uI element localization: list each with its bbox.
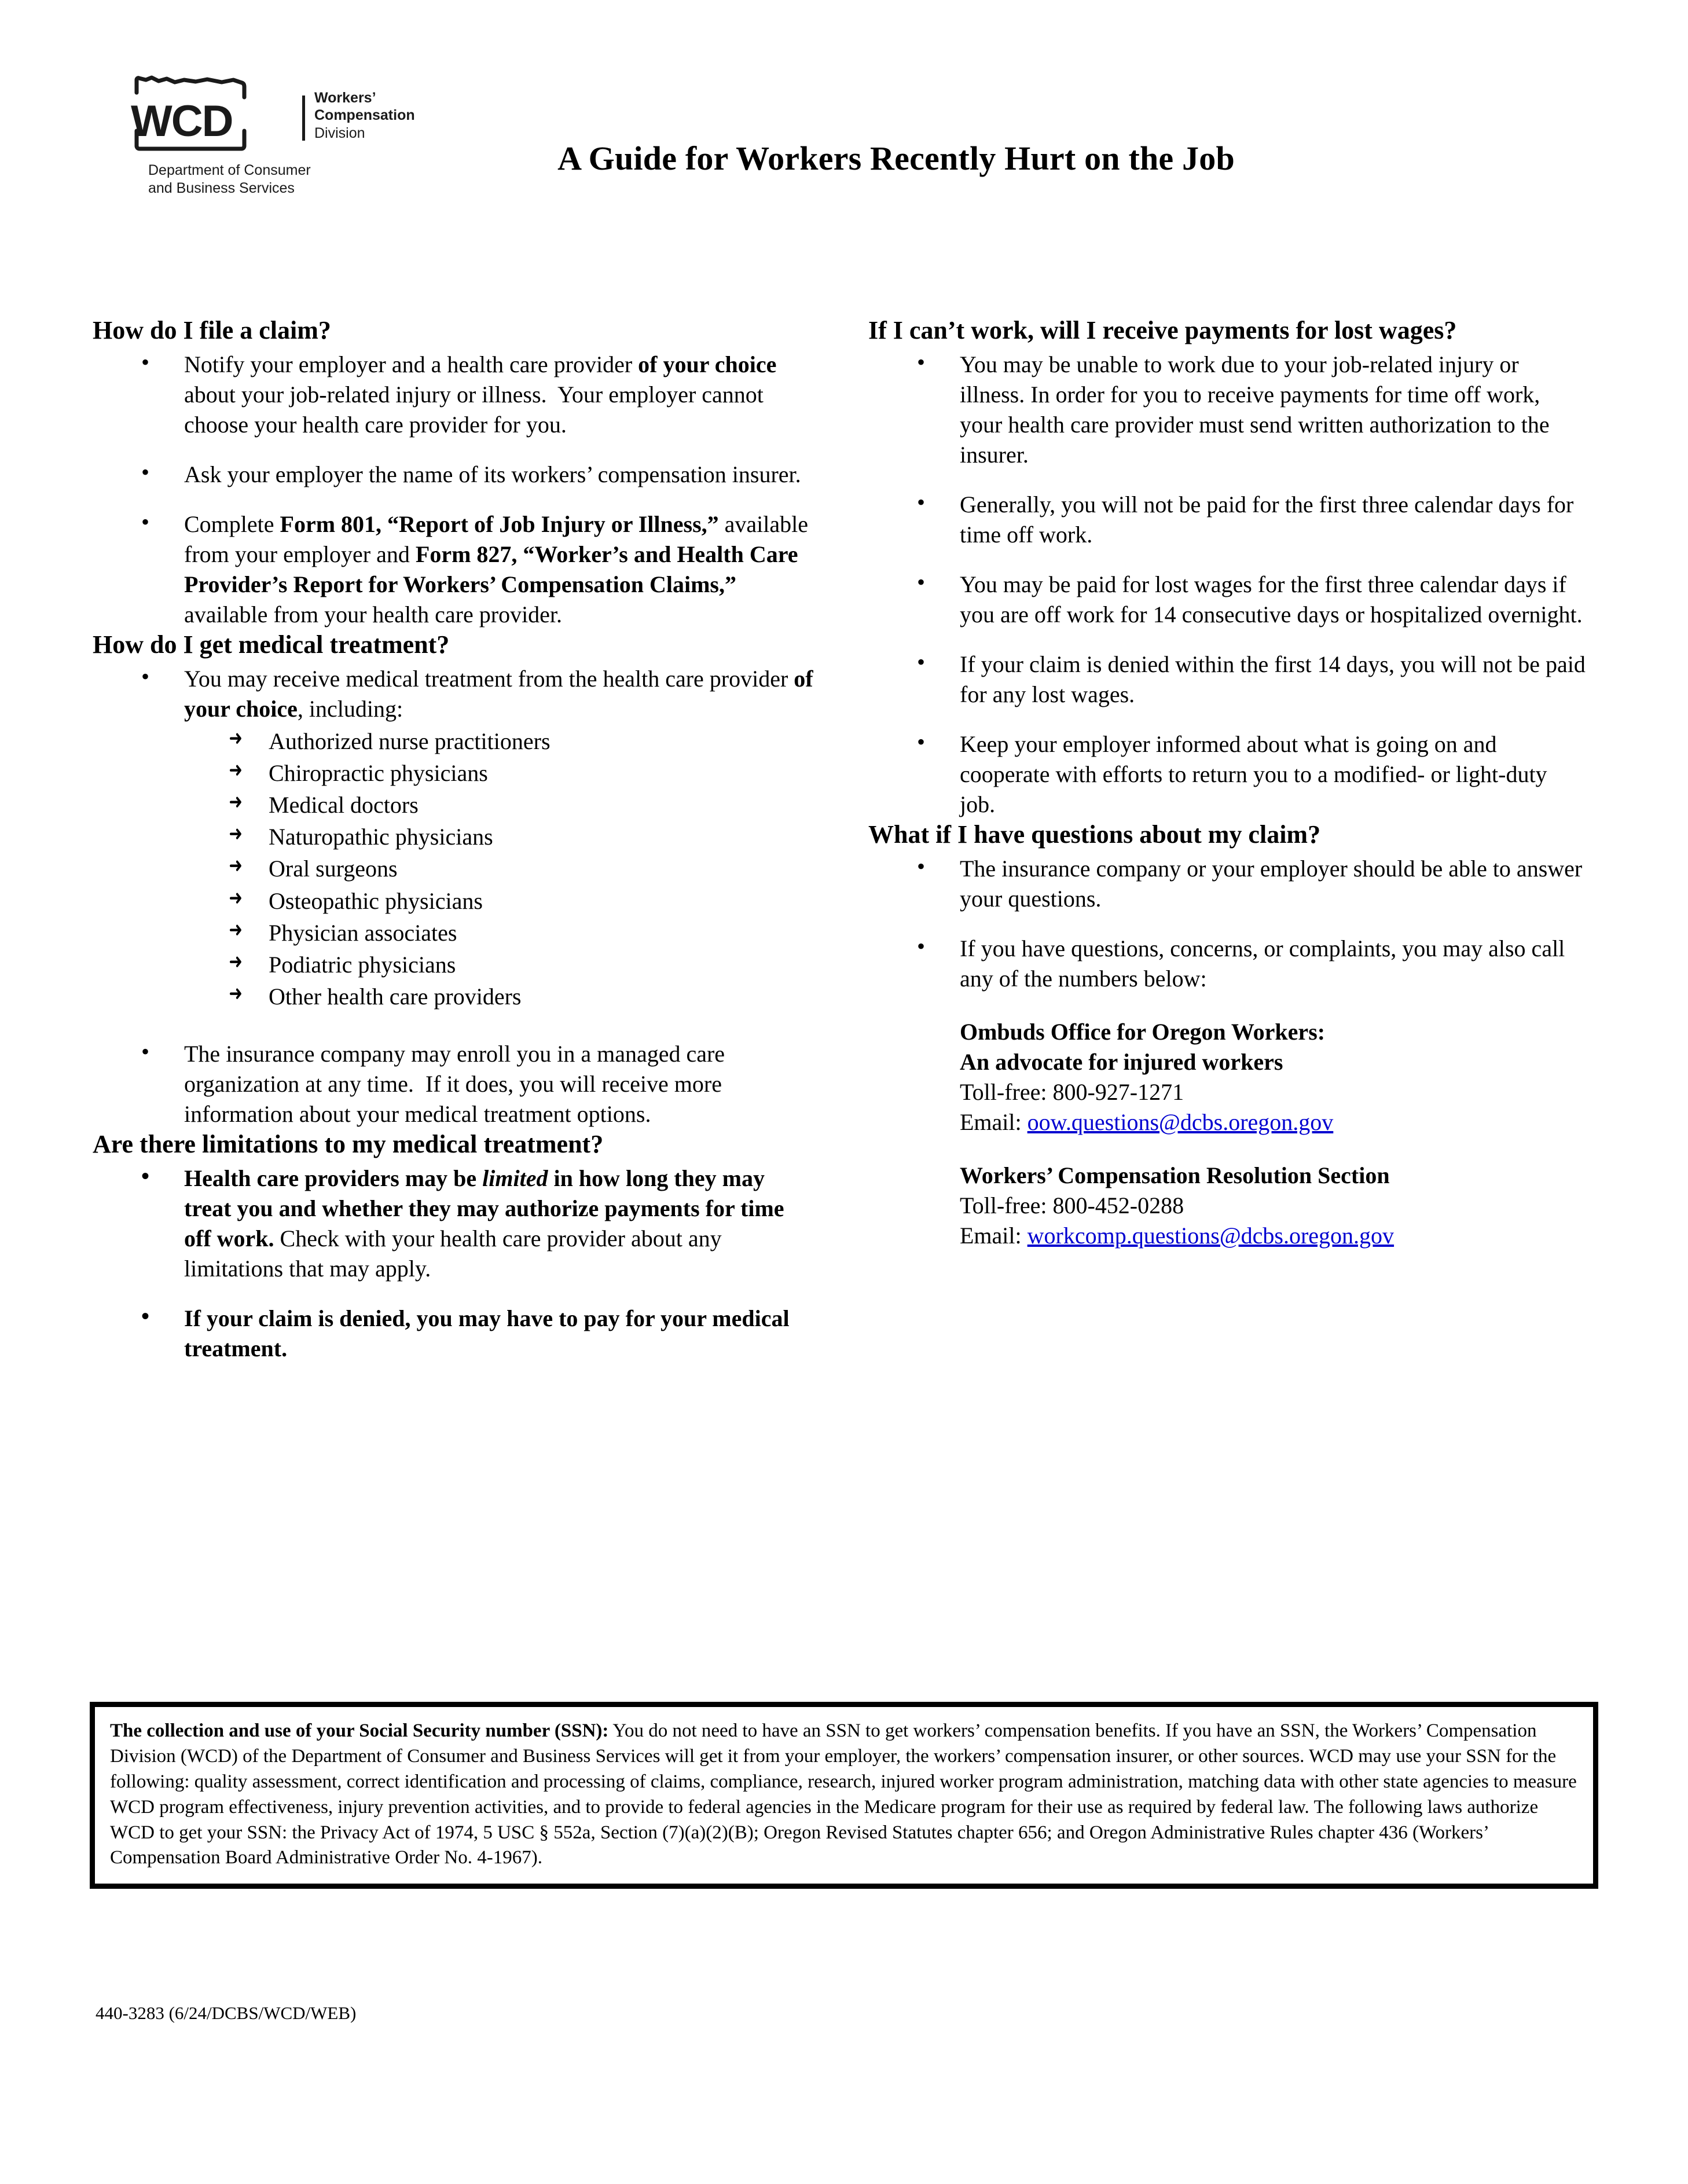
list-provider-types — [184, 726, 816, 1012]
logo-divider — [302, 96, 305, 141]
ssn-notice-text — [110, 1719, 1578, 1871]
page-title-text: A Guide for Workers Recently Hurt on the Job — [557, 140, 1235, 177]
list-file-a-claim — [93, 350, 816, 630]
right-column — [863, 315, 1586, 1364]
phone-number: 800-927-1271 — [1052, 1078, 1184, 1105]
contact-title-line1: Workers’ Compensation Resolution Section — [960, 1162, 1390, 1188]
heading-questions: What if I have questions about my claim? — [868, 820, 1321, 849]
list-item: • If your claim is denied within the first 14 days, you will not be paid for any lost wages. — [915, 649, 1586, 710]
list-item: • The insurance company or your employer should be able to answer your questions. — [915, 854, 1586, 914]
email-label: Email: — [960, 1222, 1028, 1249]
list-item — [139, 460, 816, 490]
list-item: ➜ Other health care providers — [227, 982, 816, 1011]
document-header — [0, 0, 1688, 229]
list-item — [139, 1163, 816, 1284]
list-item — [139, 1304, 816, 1364]
bullet-text-forms: Complete Form 801, “Report of Job Injury or Illness,” available from your employer and Form 827, “Worker’s and Health Care Provider’s Report for Workers’ Compensation Claims,” available from your health care provider. — [184, 511, 809, 627]
bullet-text-receive-treatment: You may receive medical treatment from the health care provider of your choice, including: — [184, 665, 813, 722]
list-item: • You may be paid for lost wages for the first three calendar days if you are off work for 14 consecutive days or hospitalized overnight. — [915, 570, 1586, 630]
list-item: ➜ Chiropractic physicians — [227, 758, 816, 788]
ssn-notice-box — [90, 1702, 1598, 1889]
logo-line-compensation: Compensation — [314, 107, 415, 123]
contact-ombuds-office — [868, 1017, 1586, 1137]
phone-label: Toll-free: — [960, 1078, 1053, 1105]
contact-email-row — [960, 1107, 1586, 1137]
list-item: ➜ Physician associates — [227, 918, 816, 948]
logo-acronym: WCD — [131, 97, 233, 146]
list-limitations — [93, 1163, 816, 1364]
contact-email-row — [960, 1221, 1586, 1251]
list-item: ➜ Oral surgeons — [227, 854, 816, 883]
list-item — [139, 350, 816, 440]
heading-lost-wages: If I can’t work, will I receive payments for lost wages? — [868, 316, 1457, 344]
contact-phone-row — [960, 1191, 1586, 1221]
phone-label: Toll-free: — [960, 1192, 1053, 1218]
list-item — [139, 1039, 816, 1129]
ssn-notice-body: You do not need to have an SSN to get workers’ compensation benefits. If you have an SSN, the Workers’ Compensation Division (WCD) of the Department of Consumer and Business Services will get it from your employer, the workers’ compensation insurer, or other sources. WCD may use your SSN for the following: quality assessment, correct identification and processing of claims, compliance, research, injured worker program administration, matching data with other state agencies to measure WCD program effectiveness, injury prevention activities, and to provide to federal agencies in the Medicare program for their use as required by federal law. The following laws authorize WCD to get your SSN: the Privacy Act of 1974, 5 USC § 552a, Section (7)(a)(2)(B); Oregon Revised Statutes chapter 656; and Oregon Administrative Rules chapter 436 (Workers’ Compensation Board Administrative Order No. 4-1967). — [110, 1720, 1577, 1869]
logo-line-division: Division — [314, 124, 365, 141]
logo-dept-line2: and Business Services — [148, 180, 295, 196]
bullet-text-provider-limits: Health care providers may be limited in how long they may treat you and whether they may authorize payments for time off work. Check with your health care provider about any limitations that may apply. — [184, 1165, 784, 1282]
page-title — [0, 139, 1688, 178]
heading-file-a-claim: How do I file a claim? — [93, 316, 331, 344]
content-columns — [0, 315, 1688, 1364]
email-label: Email: — [960, 1108, 1028, 1135]
list-item: ➜ Naturopathic physicians — [227, 822, 816, 851]
contact-resolution-section — [868, 1161, 1586, 1251]
list-item: ➜ Medical doctors — [227, 790, 816, 820]
list-item: • Generally, you will not be paid for the first three calendar days for time off work. — [915, 490, 1586, 550]
list-item: • Keep your employer informed about what is going on and cooperate with efforts to return you to a modified- or light-duty job. — [915, 729, 1586, 820]
email-link-ombuds[interactable]: oow.questions@dcbs.oregon.gov — [1027, 1108, 1334, 1135]
list-item — [139, 509, 816, 630]
bullet-text-managed-care: The insurance company may enroll you in a managed care organization at any time. If it does, you will receive more information about your medical treatment options. — [184, 1041, 725, 1128]
list-item: ➜ Podiatric physicians — [227, 950, 816, 979]
footer-form-code: 440-3283 (6/24/DCBS/WCD/WEB) — [96, 2003, 357, 2023]
list-item: • If you have questions, concerns, or complaints, you may also call any of the numbers below: — [915, 934, 1586, 994]
list-item: ➜ Osteopathic physicians — [227, 886, 816, 916]
wcd-logo — [126, 75, 416, 197]
contact-title-line1: Ombuds Office for Oregon Workers: — [960, 1018, 1326, 1045]
bullet-text-denied-pay: If your claim is denied, you may have to pay for your medical treatment. — [184, 1305, 790, 1362]
list-item — [139, 664, 816, 1012]
bullet-text-notify: Notify your employer and a health care provider of your choice about your job-related injury or illness. Your employer cannot choose your health care provider for you. — [184, 351, 777, 438]
email-link-workcomp[interactable]: workcomp.questions@dcbs.oregon.gov — [1027, 1222, 1395, 1249]
phone-number: 800-452-0288 — [1052, 1192, 1184, 1218]
contact-title-line2: An advocate for injured workers — [960, 1048, 1283, 1075]
list-questions — [868, 854, 1586, 994]
list-lost-wages — [868, 350, 1586, 820]
contact-phone-row — [960, 1077, 1586, 1107]
heading-medical-treatment: How do I get medical treatment? — [93, 630, 450, 659]
list-medical-treatment — [93, 664, 816, 1130]
left-column — [93, 315, 816, 1364]
logo-dept-line1: Department of Consumer — [148, 162, 311, 178]
list-item: • You may be unable to work due to your job-related injury or illness. In order for you to receive payments for time off work, your health care provider must send written authorization to the insurer. — [915, 350, 1586, 470]
ssn-notice-lead: The collection and use of your Social Security number (SSN): — [110, 1720, 609, 1741]
heading-limitations: Are there limitations to my medical treatment? — [93, 1130, 604, 1159]
list-item: ➜ Authorized nurse practitioners — [227, 726, 816, 756]
logo-line-workers: Workers’ — [314, 89, 376, 106]
bullet-text-ask-insurer: Ask your employer the name of its workers’ compensation insurer. — [184, 461, 801, 487]
